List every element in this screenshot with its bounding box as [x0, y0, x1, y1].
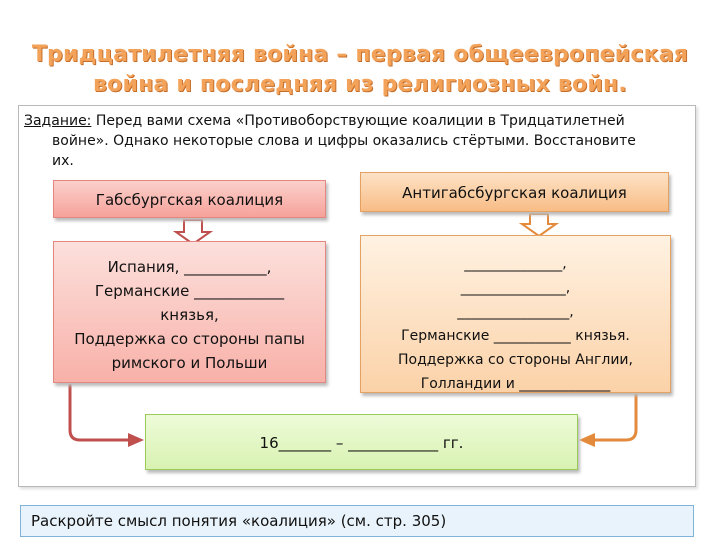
anti-habsburg-coalition-members: [360, 235, 671, 393]
left-line-3: князья,: [160, 306, 219, 324]
task-line-1: Перед вами схема «Противоборствующие коалиции в Тридцатилетней: [91, 113, 625, 129]
right-line-5: Поддержка со стороны Англии,: [398, 352, 633, 368]
right-line-2: _______________,: [460, 280, 571, 296]
task-line-2: войне». Однако некоторые слова и цифры оказались стёртыми. Восстановите: [52, 133, 636, 149]
right-line-6: Голландии и _____________: [420, 376, 611, 392]
habsburg-coalition-header: Габсбургская коалиция: [53, 180, 326, 218]
habsburg-coalition-members: [53, 241, 326, 383]
anti-habsburg-coalition-header: Антигабсбургская коалиция: [360, 172, 669, 212]
war-dates-box: 16_______ – ____________ гг.: [145, 414, 578, 470]
left-line-4: Поддержка со стороны папы: [74, 330, 305, 348]
left-line-5: римского и Польши: [111, 354, 268, 372]
task-text: [24, 111, 690, 171]
title-line-2: война и последняя из религиозных войн.: [93, 72, 627, 97]
right-line-4: Германские ___________ князья.: [401, 328, 630, 344]
task-label: Задание:: [24, 113, 92, 129]
title-line-1: Тридцатилетняя война – первая общеевропейская: [31, 42, 689, 67]
left-line-2: Германские ____________: [94, 282, 285, 300]
right-line-1: ______________,: [464, 256, 567, 272]
task-line-3: их.: [52, 153, 74, 169]
left-line-1: Испания, ___________,: [107, 258, 272, 276]
right-line-3: ________________,: [457, 304, 574, 320]
coalition-question: Раскройте смысл понятия «коалиция» (см. стр. 305): [20, 505, 694, 537]
slide-title: [0, 40, 720, 100]
